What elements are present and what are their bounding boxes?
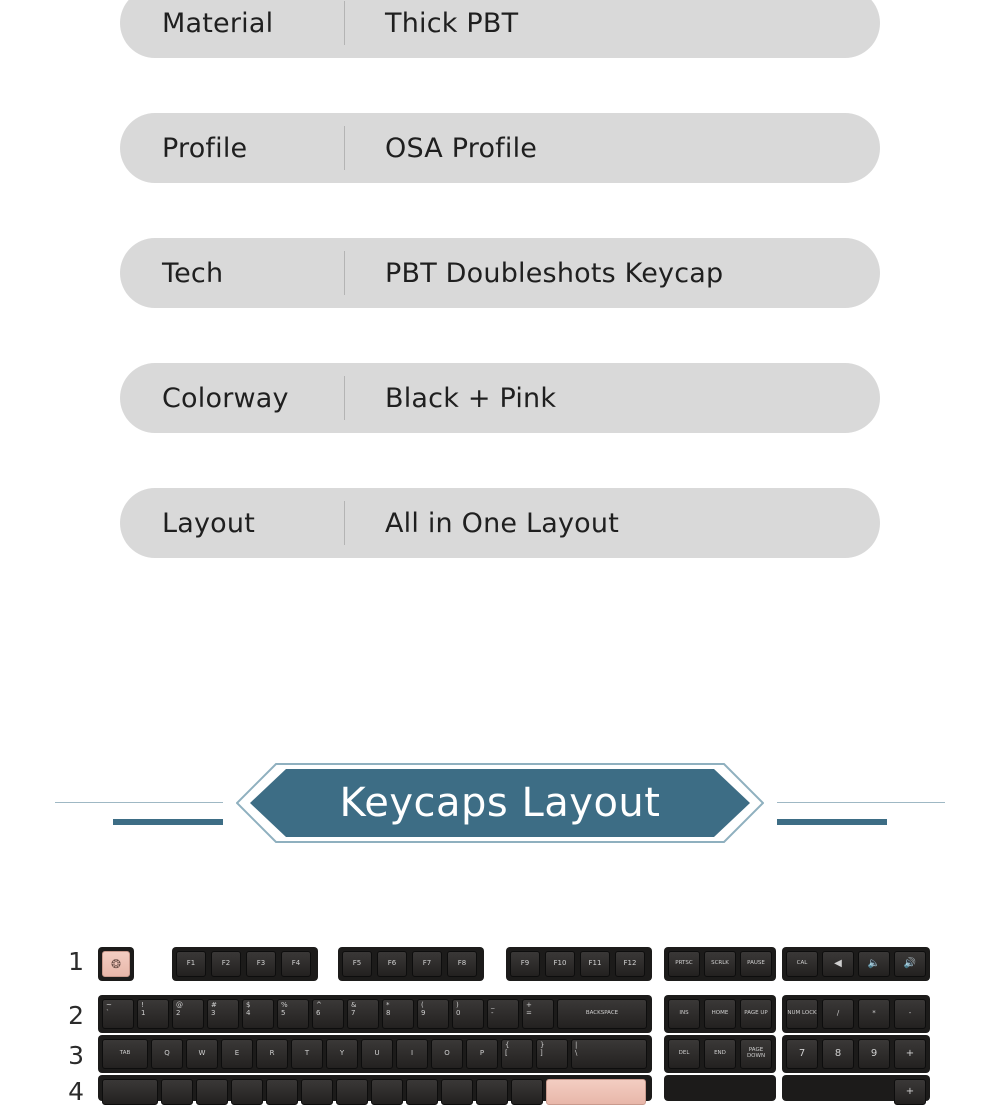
function-group-f1-f4	[172, 947, 318, 981]
key-0: ) 0	[452, 999, 484, 1029]
key-cal: CAL	[786, 951, 818, 977]
key-k	[406, 1079, 438, 1105]
banner-rule-left	[55, 802, 223, 803]
key-quote	[511, 1079, 543, 1105]
spec-row-layout	[120, 488, 880, 558]
section-title: Keycaps Layout	[339, 780, 661, 826]
spec-value: OSA Profile	[385, 132, 538, 164]
key-1: ! 1	[137, 999, 169, 1029]
row-number-4: 4	[68, 1077, 84, 1106]
banner-rule-right	[777, 802, 945, 803]
caps-row-block	[98, 1075, 652, 1101]
key-numpad-minus: -	[894, 999, 926, 1029]
key-y: Y	[326, 1039, 358, 1069]
key-t: T	[291, 1039, 323, 1069]
key-6: ^ 6	[312, 999, 344, 1029]
function-group-f5-f8	[338, 947, 484, 981]
nav-cluster-row3	[664, 1035, 776, 1073]
spec-row-tech	[120, 238, 880, 308]
spec-value: Black + Pink	[385, 382, 557, 414]
key-d	[231, 1079, 263, 1105]
key-ins: INS	[668, 999, 700, 1029]
key-bracket-right: } ]	[536, 1039, 568, 1069]
key-7: & 7	[347, 999, 379, 1029]
key-h	[336, 1079, 368, 1105]
key-prtsc: PRTSC	[668, 951, 700, 977]
spec-label: Tech	[162, 257, 224, 289]
key-f	[266, 1079, 298, 1105]
volume-down-icon: 🔈	[858, 951, 890, 977]
key-5: % 5	[277, 999, 309, 1029]
arrow-cluster-partial	[664, 1075, 776, 1101]
key-numpad-9: 9	[858, 1039, 890, 1069]
number-row-block	[98, 995, 652, 1033]
spec-value: All in One Layout	[385, 507, 619, 539]
key-page-up: PAGE UP	[740, 999, 772, 1029]
keycaps-layout-image	[0, 925, 1000, 1106]
key-numpad-plus: +	[894, 1039, 926, 1069]
spec-value: PBT Doubleshots Keycap	[385, 257, 724, 289]
key-9: ( 9	[417, 999, 449, 1029]
key-f9: F9	[510, 951, 540, 977]
key-home: HOME	[704, 999, 736, 1029]
key-scrlk: SCRLK	[704, 951, 736, 977]
esc-key-block	[98, 947, 134, 981]
key-g	[301, 1079, 333, 1105]
key-4: $ 4	[242, 999, 274, 1029]
key-2: @ 2	[172, 999, 204, 1029]
key-i: I	[396, 1039, 428, 1069]
key-backspace: BACKSPACE	[557, 999, 647, 1029]
key-equal: + =	[522, 999, 554, 1029]
key-caps-lock	[102, 1079, 158, 1105]
key-bracket-left: { [	[501, 1039, 533, 1069]
key-page-down: PAGE DOWN	[740, 1039, 772, 1069]
key-backslash: | \	[571, 1039, 647, 1069]
spec-row-material	[120, 0, 880, 58]
key-f3: F3	[246, 951, 276, 977]
key-s	[196, 1079, 228, 1105]
key-8: * 8	[382, 999, 414, 1029]
key-numpad-plus-tall: +	[894, 1079, 926, 1105]
spec-row-colorway	[120, 363, 880, 433]
banner-bar-left	[113, 819, 223, 825]
key-u: U	[361, 1039, 393, 1069]
tab-row-block	[98, 1035, 652, 1073]
key-semicolon	[476, 1079, 508, 1105]
key-3: # 3	[207, 999, 239, 1029]
numpad-row2	[782, 995, 930, 1033]
flower-icon: ❂	[102, 951, 130, 977]
key-numpad-multiply: *	[858, 999, 890, 1029]
key-j	[371, 1079, 403, 1105]
key-f1: F1	[176, 951, 206, 977]
spec-row-profile	[120, 113, 880, 183]
specification-list	[120, 0, 880, 613]
key-tab: TAB	[102, 1039, 148, 1069]
key-f12: F12	[615, 951, 645, 977]
key-a	[161, 1079, 193, 1105]
key-f10: F10	[545, 951, 575, 977]
nav-cluster-row2	[664, 995, 776, 1033]
spec-label: Material	[162, 7, 274, 39]
key-f7: F7	[412, 951, 442, 977]
key-del: DEL	[668, 1039, 700, 1069]
function-group-print	[664, 947, 776, 981]
numpad-row4-partial	[782, 1075, 930, 1101]
spec-value: Thick PBT	[385, 7, 519, 39]
key-e: E	[221, 1039, 253, 1069]
row-number-3: 3	[68, 1041, 84, 1070]
key-end: END	[704, 1039, 736, 1069]
key-numpad-8: 8	[822, 1039, 854, 1069]
key-numpad-divide: /	[822, 999, 854, 1029]
row-number-2: 2	[68, 1001, 84, 1030]
key-f4: F4	[281, 951, 311, 977]
key-minus: _ -	[487, 999, 519, 1029]
key-q: Q	[151, 1039, 183, 1069]
banner-bar-right	[777, 819, 887, 825]
mute-icon: ◀	[822, 951, 854, 977]
key-f11: F11	[580, 951, 610, 977]
key-r: R	[256, 1039, 288, 1069]
key-o: O	[431, 1039, 463, 1069]
key-w: W	[186, 1039, 218, 1069]
spec-label: Layout	[162, 507, 255, 539]
key-enter	[546, 1079, 646, 1105]
section-banner	[0, 755, 1000, 850]
key-l	[441, 1079, 473, 1105]
volume-up-icon: 🔊	[894, 951, 926, 977]
row-number-1: 1	[68, 947, 84, 976]
key-f5: F5	[342, 951, 372, 977]
spec-label: Profile	[162, 132, 248, 164]
key-f2: F2	[211, 951, 241, 977]
key-p: P	[466, 1039, 498, 1069]
spec-label: Colorway	[162, 382, 289, 414]
key-pause: PAUSE	[740, 951, 772, 977]
key-numpad-7: 7	[786, 1039, 818, 1069]
function-group-f9-f12	[506, 947, 652, 981]
key-num-lock: NUM LOCK	[786, 999, 818, 1029]
key-f6: F6	[377, 951, 407, 977]
key-backtick: ~ `	[102, 999, 134, 1029]
numpad-row3	[782, 1035, 930, 1073]
key-f8: F8	[447, 951, 477, 977]
function-group-media	[782, 947, 930, 981]
